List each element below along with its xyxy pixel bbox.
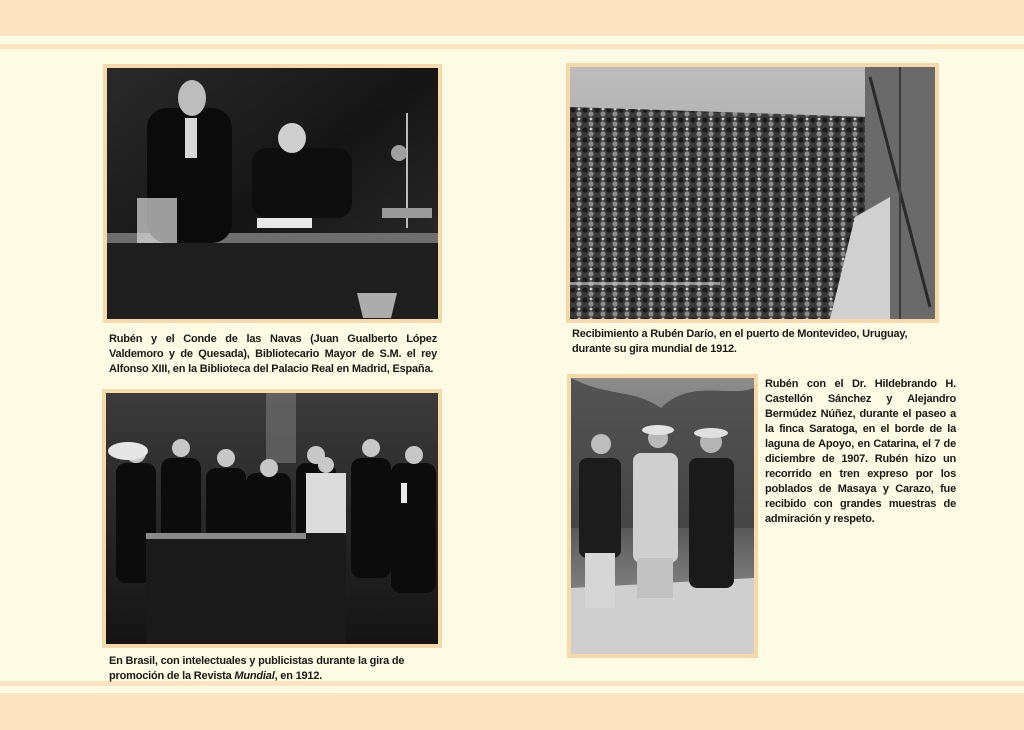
photo-montevideo-port-image (570, 67, 935, 319)
caption-montevideo: Recibimiento a Rubén Darío, en el puerto de Montevideo, Uruguay, durante su gira mundial de 1912. (572, 328, 908, 355)
photo-saratoga (567, 374, 758, 658)
caption-brasil-end: , en 1912. (274, 670, 323, 682)
photo-brasil-group-image (106, 393, 438, 644)
caption-saratoga: Rubén con el Dr. Hildebrando H. Castellón Sánchez y Alejandro Bermúdez Núñez, durante el paseo a la finca Saratoga, en el borde de la laguna de Apoyo, en Catarina, el 7 de diciembre de 1907. Rubén hizo un recorrido en tren expreso por los poblados de Masaya y Carazo, fue recibido con grandes muestras de admiración y respeto. (765, 378, 956, 525)
photo-madrid-library-image (107, 68, 438, 319)
caption-brasil-italic: Mundial (234, 670, 275, 682)
bottom-decorative-band (0, 693, 1024, 730)
caption-madrid: Rubén y el Conde de las Navas (Juan Gualberto López Valdemoro y de Quesada), Bibliotecario Mayor de S.M. el rey Alfonso XIII, en la Biblioteca del Palacio Real en Madrid, España. (109, 333, 437, 375)
caption-brasil (109, 654, 439, 684)
top-decorative-band (0, 0, 1024, 36)
photo-madrid-library (103, 64, 442, 323)
photo-saratoga-image (571, 378, 754, 654)
photo-brasil-group (102, 389, 442, 648)
photo-montevideo-port (566, 63, 939, 323)
top-decorative-line (0, 44, 1024, 49)
caption-brasil-text: En Brasil, con intelectuales y publicistas durante la gira de promoción de la Revista (109, 655, 405, 682)
